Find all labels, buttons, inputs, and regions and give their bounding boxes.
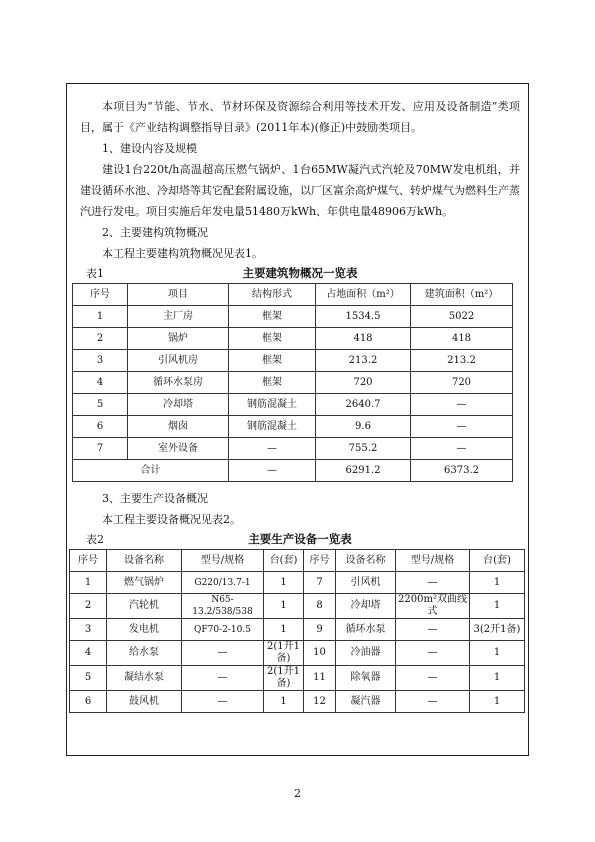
- table-cell: 6373.2: [411, 460, 513, 482]
- table-cell: 合计: [73, 460, 229, 482]
- table-cell: —: [182, 641, 264, 666]
- table-cell: —: [396, 666, 470, 691]
- table-cell: N65-13.2/538/538: [182, 594, 264, 619]
- table-cell: 2(1开1备): [264, 641, 304, 666]
- buildings-table: [72, 283, 513, 482]
- section2-heading: 2、主要建构筑物概况: [102, 226, 208, 239]
- table-cell: 213.2: [316, 350, 411, 372]
- table-cell: 4: [73, 372, 128, 394]
- table-cell: G220/13.7-1: [182, 572, 264, 594]
- table-row: [70, 666, 525, 691]
- table-cell: 冷却塔: [336, 594, 396, 619]
- table-row: [73, 350, 513, 372]
- table-row: [70, 619, 525, 641]
- table-cell: 框架: [229, 306, 316, 328]
- table-cell: QF70-2-10.5: [182, 619, 264, 641]
- section1-text: 建设1台220t/h高温超高压燃气锅炉、1台65MW凝汽式汽轮及70MW发电机组，并建设循环水池、冷却塔等其它配套附属设施，以厂区富余高炉煤气、转炉煤气为燃料生产蒸汽进行发电。项目实施后年发电量51480万kWh、年供电量48906万kWh。: [80, 163, 520, 218]
- table-cell: —: [229, 460, 316, 482]
- section3-heading: 3、主要生产设备概况: [102, 492, 208, 505]
- table-cell: 2200m²双曲线式: [396, 594, 470, 619]
- table-cell: 5: [70, 666, 107, 691]
- table2-caption: [80, 530, 520, 549]
- table-cell: 凝汽器: [336, 691, 396, 713]
- intro-paragraph: 本项目为“节能、节水、节材环保及资源综合利用等技术开发、应用及设备制造”类项目，属于《产业结构调整指导目录》(2011年本)(修正)中鼓励类项目。: [80, 100, 520, 134]
- table-row: [73, 416, 513, 438]
- table-header-cell: 序号: [304, 550, 336, 572]
- table-cell: 4: [70, 641, 107, 666]
- table-cell: 7: [73, 438, 128, 460]
- section2-intro: 本工程主要建构筑物概况见表1。: [102, 247, 263, 260]
- table-cell: 6291.2: [316, 460, 411, 482]
- table-header-cell: 结构形式: [229, 284, 316, 306]
- table-cell: 720: [316, 372, 411, 394]
- table-cell: 1: [470, 594, 525, 619]
- table-header-cell: 台(套): [470, 550, 525, 572]
- table-row: [73, 394, 513, 416]
- table-cell: 框架: [229, 350, 316, 372]
- table-cell: 1: [70, 572, 107, 594]
- table-cell: 10: [304, 641, 336, 666]
- table-header-cell: 台(套): [264, 550, 304, 572]
- table-cell: 2640.7: [316, 394, 411, 416]
- table-cell: —: [396, 572, 470, 594]
- table-cell: 3: [73, 350, 128, 372]
- table-cell: 2: [70, 594, 107, 619]
- table-cell: 冷却塔: [128, 394, 229, 416]
- table-cell: 框架: [229, 372, 316, 394]
- table1-caption: [80, 264, 520, 283]
- table-cell: 主厂房: [128, 306, 229, 328]
- table-cell: —: [411, 394, 513, 416]
- table-cell: 循环水泵: [336, 619, 396, 641]
- table-cell: 1: [264, 691, 304, 713]
- table1-number: 表1: [86, 267, 104, 280]
- table-header-cell: 序号: [70, 550, 107, 572]
- table-cell: —: [182, 691, 264, 713]
- table-cell: 1: [264, 572, 304, 594]
- table-cell: 燃气锅炉: [107, 572, 182, 594]
- table-cell: 引风机: [336, 572, 396, 594]
- section3-intro: 本工程主要设备概况见表2。: [102, 513, 241, 526]
- table-header-cell: 设备名称: [336, 550, 396, 572]
- table-header-cell: 型号/规格: [182, 550, 264, 572]
- table-cell: 5: [73, 394, 128, 416]
- document-body: [80, 96, 520, 713]
- table-cell: 418: [411, 328, 513, 350]
- table-cell: 1: [470, 641, 525, 666]
- table-cell: 8: [304, 594, 336, 619]
- table-row: [70, 572, 525, 594]
- table-cell: 1: [264, 594, 304, 619]
- table-cell: 1: [264, 619, 304, 641]
- table-header-cell: 序号: [73, 284, 128, 306]
- table-row: [73, 328, 513, 350]
- table-cell: 1534.5: [316, 306, 411, 328]
- table-cell: 烟囱: [128, 416, 229, 438]
- table-header-row: [70, 550, 525, 572]
- table-header-cell: 占地面积（m²）: [316, 284, 411, 306]
- table2-title: 主要生产设备一览表: [248, 532, 352, 546]
- table-cell: 钢筋混凝土: [229, 416, 316, 438]
- table-row: [70, 594, 525, 619]
- table-cell: 给水泵: [107, 641, 182, 666]
- table-cell: 1: [470, 572, 525, 594]
- table-cell: 冷油器: [336, 641, 396, 666]
- table-row: [70, 691, 525, 713]
- table2-number: 表2: [86, 533, 104, 546]
- table-header-cell: 建筑面积（m²）: [411, 284, 513, 306]
- table-cell: 发电机: [107, 619, 182, 641]
- table-cell: 11: [304, 666, 336, 691]
- table-row: [70, 641, 525, 666]
- table-cell: 循环水泵房: [128, 372, 229, 394]
- table-cell: —: [182, 666, 264, 691]
- table-cell: —: [411, 438, 513, 460]
- table-cell: 室外设备: [128, 438, 229, 460]
- table-header-cell: 型号/规格: [396, 550, 470, 572]
- table-cell: 6: [70, 691, 107, 713]
- table-cell: —: [396, 619, 470, 641]
- table-cell: 鼓风机: [107, 691, 182, 713]
- table-cell: 1: [470, 666, 525, 691]
- table-cell: 2: [73, 328, 128, 350]
- table-cell: 钢筋混凝土: [229, 394, 316, 416]
- table-header-cell: 项目: [128, 284, 229, 306]
- table-cell: 2(1开1备): [264, 666, 304, 691]
- table-cell: 锅炉: [128, 328, 229, 350]
- page-number: 2: [294, 787, 301, 800]
- table-cell: 凝结水泵: [107, 666, 182, 691]
- table-cell: —: [396, 691, 470, 713]
- table-cell: —: [229, 438, 316, 460]
- table-cell: 12: [304, 691, 336, 713]
- table-header-row: [73, 284, 513, 306]
- table-row: [73, 372, 513, 394]
- table1-title: 主要建筑物概况一览表: [242, 266, 358, 280]
- table-total-row: [73, 460, 513, 482]
- table-cell: 5022: [411, 306, 513, 328]
- table-cell: 汽轮机: [107, 594, 182, 619]
- table-cell: 720: [411, 372, 513, 394]
- table-cell: 9.6: [316, 416, 411, 438]
- table-cell: 1: [470, 691, 525, 713]
- table-cell: 除氧器: [336, 666, 396, 691]
- table-cell: 3: [70, 619, 107, 641]
- table-cell: 3(2开1备): [470, 619, 525, 641]
- table-row: [73, 306, 513, 328]
- table-cell: 755.2: [316, 438, 411, 460]
- table-cell: 418: [316, 328, 411, 350]
- table-cell: 框架: [229, 328, 316, 350]
- table-cell: —: [396, 641, 470, 666]
- table-cell: 7: [304, 572, 336, 594]
- equipment-table: [69, 549, 525, 713]
- table-header-cell: 设备名称: [107, 550, 182, 572]
- table-cell: 6: [73, 416, 128, 438]
- table-cell: 9: [304, 619, 336, 641]
- table-cell: 213.2: [411, 350, 513, 372]
- table-cell: —: [411, 416, 513, 438]
- table-row: [73, 438, 513, 460]
- section1-heading: 1、建设内容及规模: [102, 142, 197, 155]
- table-cell: 引风机房: [128, 350, 229, 372]
- table-cell: 1: [73, 306, 128, 328]
